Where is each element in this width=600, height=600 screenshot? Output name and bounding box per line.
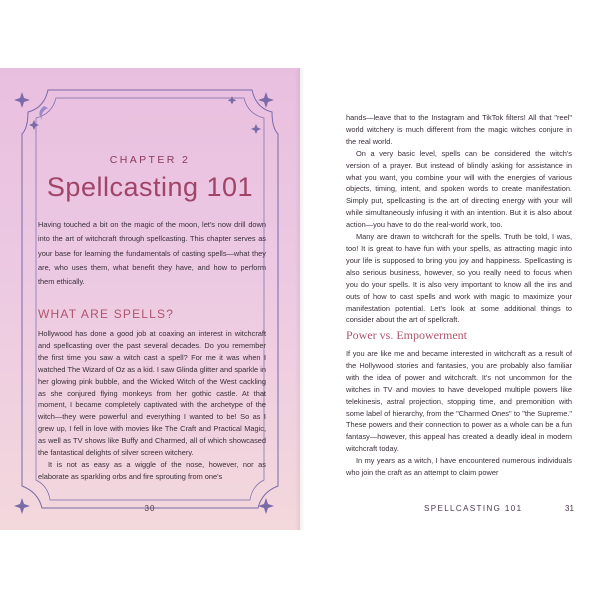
- page-number-right: 31: [565, 504, 574, 513]
- chapter-intro: Having touched a bit on the magic of the moon, let's now drill down into the art of witchcraft through spellcasting. This chapter serves as your base for learning the fundamentals of casting spells—what they are, who uses them, what benefit they have, and how to perform them ethically.: [38, 220, 266, 287]
- book-gutter: [295, 68, 305, 530]
- chapter-label: CHAPTER 2: [109, 154, 191, 166]
- paragraph: hands—leave that to the Instagram and TikTok filters! All that "reel" world witchery is much different from the magic witches conjure in the real world.: [346, 113, 572, 146]
- paragraph: In my years as a witch, I have encountered numerous individuals who join the craft as an attempt to claim power: [346, 456, 572, 478]
- paragraph: Many are drawn to witchcraft for the spells. Truth be told, I was, too! It is great to have fun with your spells, as attracting magic into your life is supposed to bring you joy and happiness. Spellcasting is also serious business, however, so you really need to focus when you do your spells. It is also very important to know all the ins and outs of how to cast spells and work with magic to maximize your manifestation potential. Let's look at some additional things to consider about the art of spellcraft.: [346, 232, 572, 325]
- chapter-title: Spellcasting 101: [46, 172, 254, 202]
- left-page: [0, 68, 300, 530]
- running-head: SPELLCASTING 101: [424, 504, 523, 513]
- paragraph: On a very basic level, spells can be considered the witch's version of a prayer. But instead of blindly asking for assistance in what you want, you combine your will with the energies of various objects, timing, intent, and spoken words to create manifestation. Simply put, spellcasting is the art of directing energy with your will while simultaneously infusing it with an intention. But it is also about action—you have to do the real-world work, too.: [346, 148, 572, 230]
- left-body-text: [38, 328, 266, 483]
- paragraph: It is not as easy as a wiggle of the nose, however, nor as elaborate as sparkling orbs and fire sprouting from one's: [38, 459, 266, 481]
- paragraph: If you are like me and became interested in witchcraft as a result of the Hollywood stories and fantasies, you are probably also familiar with the idea of power and witchcraft. It's not uncommon for the witches in TV and movies to have developed multiple powers like telekinesis, astral projection, stopping time, and premonition with some label of hierarchy, from the "Charmed Ones" to "the Supreme." These powers and their connection to power as a whole can be a fun fantasy—however, this appeal has created a deadly ideal in modern witchcraft today.: [346, 349, 572, 454]
- page-number-left: 30: [144, 504, 156, 513]
- right-body-text: [346, 112, 572, 326]
- subheading: Power vs. Empowerment: [346, 328, 467, 342]
- book-spread: [0, 68, 600, 530]
- right-body-text-2: [346, 348, 572, 479]
- right-page: [300, 68, 600, 530]
- paragraph: Hollywood has done a good job at coaxing an interest in witchcraft and spellcasting over the past several decades. Do you remember the first time you saw a witch cast a spell? For me it was when I watched The Wizard of Oz as a kid. I saw Glinda glitter and sparkle in her glowing pink bubble, and the Wicked Witch of the West cackling as she conjured flying monkeys from her gothic castle. At that moment, I became completely captivated with the archetype of the witch—they were powerful and everything I wanted to be! So as I grew up, I fell in love with movies like The Craft and Practical Magic, as well as TV shows like Buffy and Charmed, all of which showcased the fantastical delights of silver screen witchery.: [38, 329, 266, 458]
- section-heading: WHAT ARE SPELLS?: [38, 307, 175, 321]
